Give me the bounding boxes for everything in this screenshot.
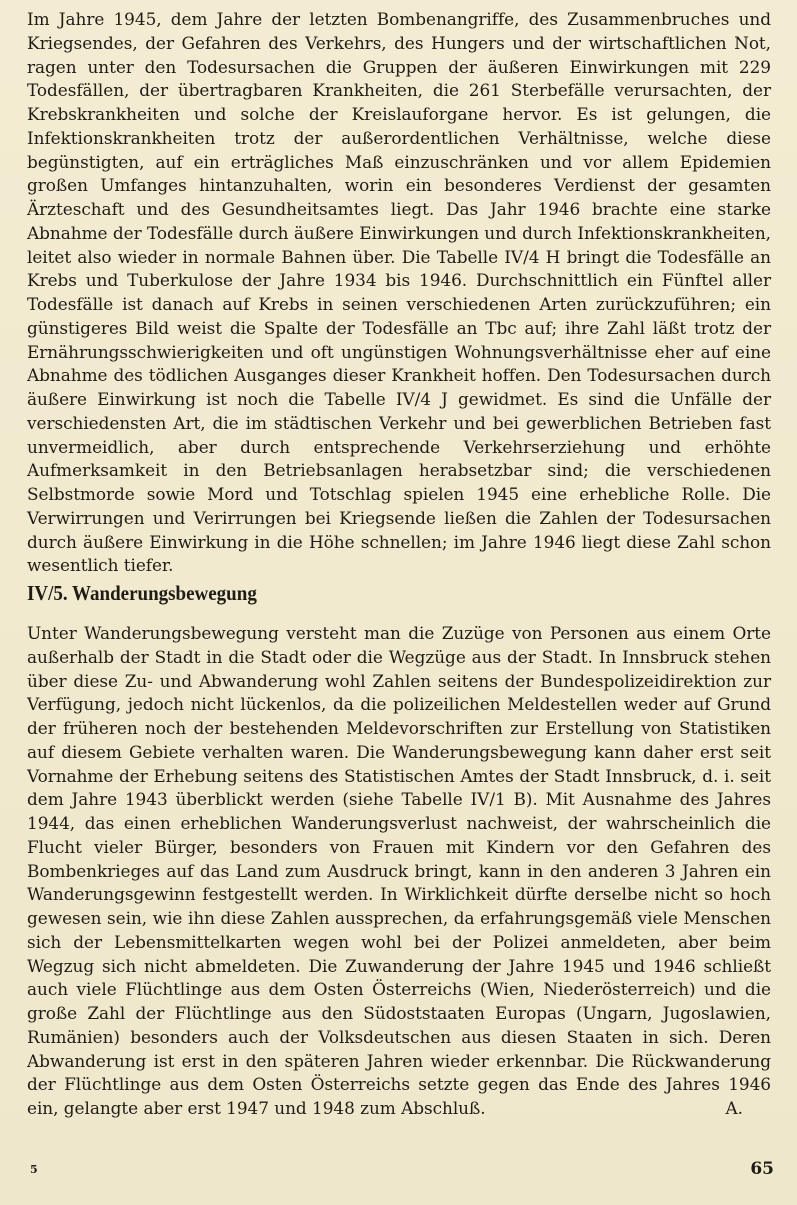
paragraph-text: Unter Wanderungsbewegung versteht man die Zuzüge von Personen aus einem Orte außerhalb der Stadt in die Stadt oder die Wegzüge aus der Stadt. In Innsbruck stehen über diese Zu- und Abwanderung wohl Zahlen seitens der Bundespolizeidirektion zur Verfügung, jedoch nicht lückenlos, da die polizeilichen Meldestellen weder auf Grund der früheren noch der bestehenden Meldevorschriften zur Erstellung von Statistiken auf diesem Gebiete verhalten waren. Die Wanderungsbewegung kann daher erst seit Vornahme der Erhebung seitens des Statistischen Amtes der Stadt Innsbruck, d. i. seit dem Jahre 1943 überblickt werden (siehe Tabelle IV/1 B). Mit Ausnahme des Jahres 1944, das einen erheblichen Wanderungsverlust nachweist, der wahrscheinlich die Flucht vieler Bürger, besonders von Frauen mit Kindern vor den Gefahren des Bombenkrieges auf das Land zum Ausdruck bringt, kann in den anderen 3 Jahren ein Wanderungsgewinn festgestellt werden. In Wirklichkeit dürfte derselbe nicht so hoch gewesen sein, wie ihn diese Zahlen aussprechen, da erfahrungsgemäß viele Menschen sich der Lebensmittelkarten wegen wohl bei der Polizei anmeldeten, aber beim Wegzug sich nicht abmeldeten. Die Zuwanderung der Jahre 1945 und 1946 schließt auch viele Flüchtlinge aus dem Osten Österreichs (Wien, Niederösterreich) und die große Zahl der Flüchtlinge aus den Südoststaaten Europas (Ungarn, Jugoslawien, Rumänien) besonders auch der Volksdeutschen aus diesen Staaten in sich. Deren Abwanderung ist erst in den späteren Jahren wieder erkennbar. Die Rückwanderung der Flüchtlinge aus dem Osten Österreichs setzte gegen das Ende des Jahres 1946 ein, gelangte aber erst 1947 und 1948 zum Abschluß. [27,623,771,1118]
author-signature: A. [725,1098,743,1118]
body-paragraph-mortality [27,8,771,578]
signature-marker: 5 [30,1163,38,1176]
section-heading: IV/5. Wanderungsbewegung [27,582,257,606]
paragraph-text: Im Jahre 1945, dem Jahre der letzten Bombenangriffe, des Zusammenbruches und Kriegsendes, der Gefahren des Verkehrs, des Hungers und der wirtschaftlichen Not, ragen unter den Todesursachen die Gruppen der äußeren Einwirkungen mit 229 Todesfällen, der übertragbaren Krankheiten, die 261 Sterbefälle verursachten, der Krebskrankheiten und solche der Kreislauforgane hervor. Es ist gelungen, die Infektionskrankheiten trotz der außerordentlichen Verhältnisse, welche diese begünstigten, auf ein erträgliches Maß einzuschränken und vor allem Epidemien großen Umfanges hintanzuhalten, worin ein besonderes Verdienst der gesamten Ärzteschaft und des Gesundheitsamtes liegt. Das Jahr 1946 brachte eine starke Abnahme der Todesfälle durch äußere Einwirkungen und durch Infektionskrankheiten, leitet also wieder in normale Bahnen über. Die Tabelle IV/4 H bringt die Todesfälle an Krebs und Tuberkulose der Jahre 1934 bis 1946. Durchschnittlich ein Fünftel aller Todesfälle ist danach auf Krebs in seinen verschiedenen Arten zurückzuführen; ein günstigeres Bild weist die Spalte der Todesfälle an Tbc auf; ihre Zahl läßt trotz der Ernährungsschwierigkeiten und oft ungünstigen Wohnungsverhältnisse eher auf eine Abnahme des tödlichen Ausganges dieser Krankheit hoffen. Den Todesursachen durch äußere Einwirkung ist noch die Tabelle IV/4 J gewidmet. Es sind die Unfälle der verschiedensten Art, die im städtischen Verkehr und bei gewerblichen Betrieben fast unvermeidlich, aber durch entsprechende Verkehrserziehung und erhöhte Aufmerksamkeit in den Betriebsanlagen herabsetzbar sind; die verschiedenen Selbstmorde sowie Mord und Totschlag spielen 1945 eine erhebliche Rolle. Die Verwirrungen und Verirrungen bei Kriegsende ließen die Zahlen der Todesursachen durch äußere Einwirkung in die Höhe schnellen; im Jahre 1946 liegt diese Zahl schon wesentlich tiefer. [27,9,771,576]
page-number: 65 [750,1159,774,1179]
body-paragraph-migration [27,622,771,1121]
